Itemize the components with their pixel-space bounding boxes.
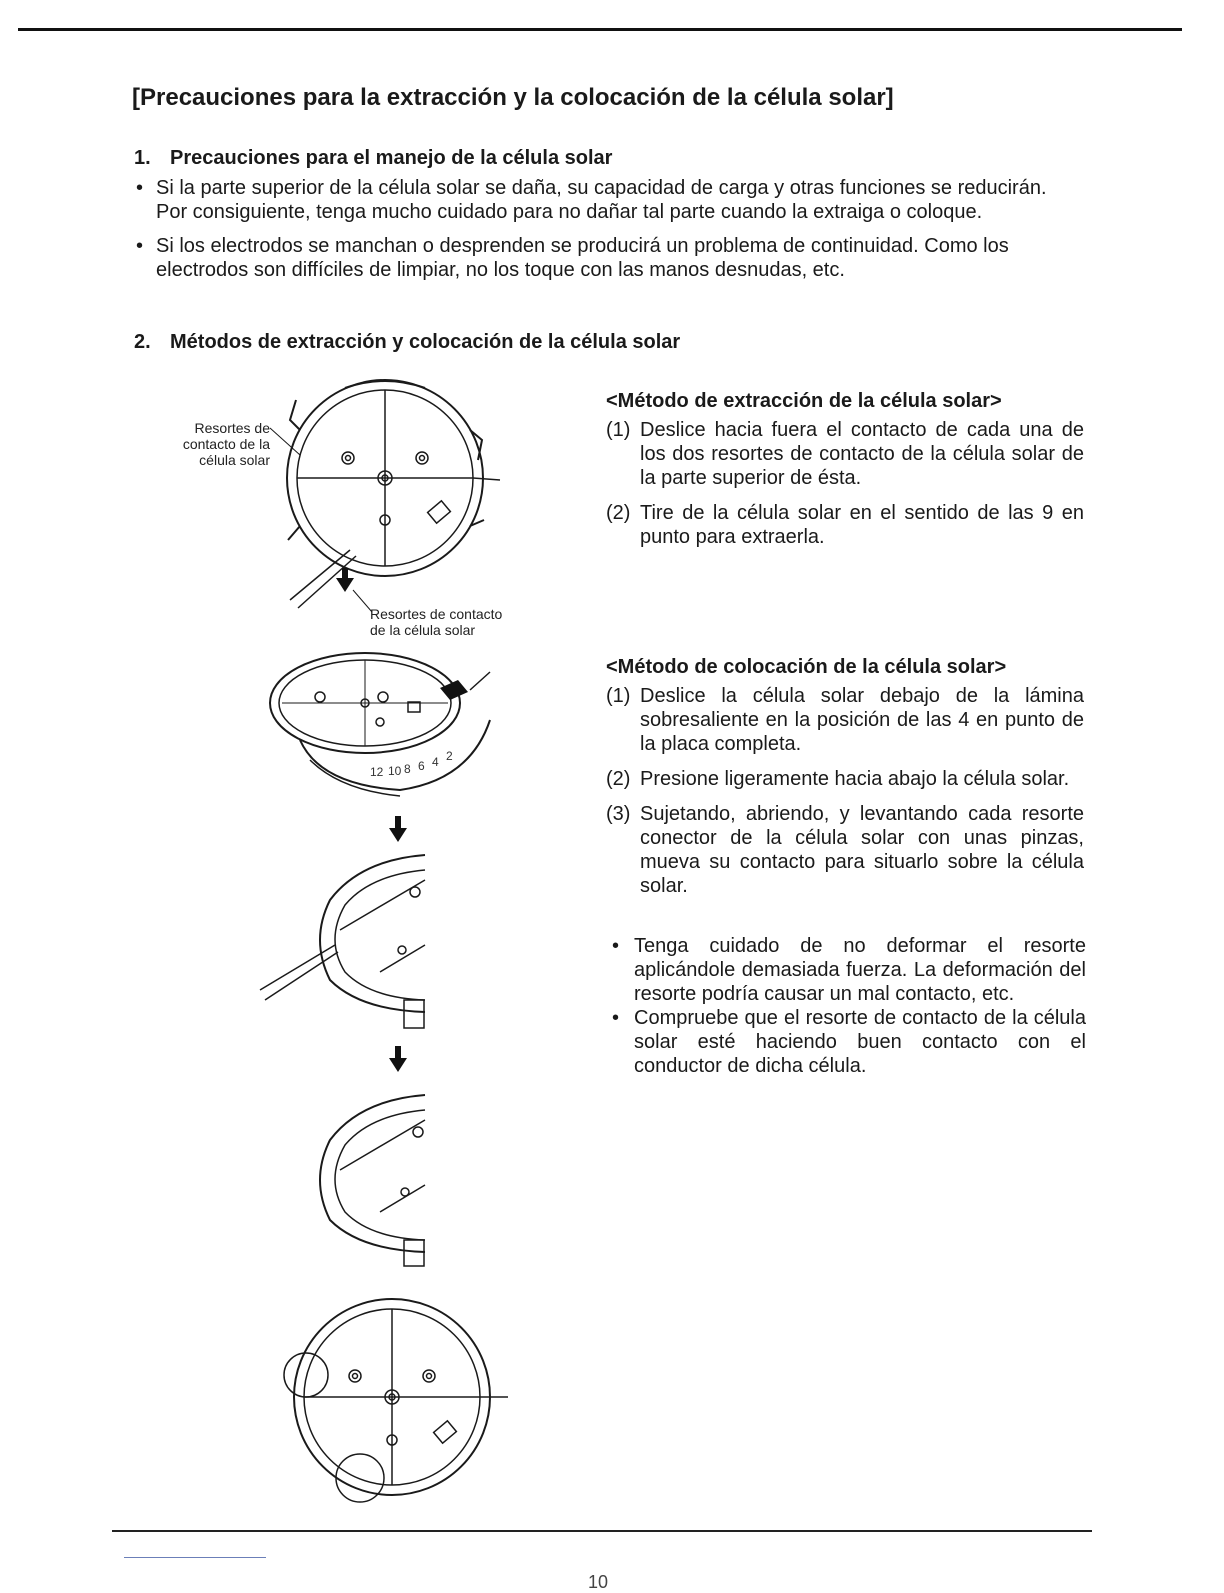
section-1-number: 1.: [134, 147, 151, 169]
bullet-text: Por consiguiente, tenga mucho cuidado para no dañar tal parte cuando la extraiga o coloque.: [156, 201, 983, 223]
dial-number: 2: [446, 749, 453, 763]
placement-heading: <Método de colocación de la célula solar>: [606, 656, 1007, 678]
figure-label-bottom: Resortes de contacto de la célula solar: [370, 606, 503, 638]
removal-heading: <Método de extracción de la célula solar>: [606, 390, 1002, 412]
section-2-number: 2.: [134, 331, 151, 353]
dial-number: 12: [370, 765, 384, 779]
step-text: Deslice hacia fuera el contacto de cada una de los dos resortes de contacto de la célula solar de la parte superior de ésta.: [640, 419, 1084, 489]
step-text: Sujetando, abriendo, y levantando cada resorte conector de la célula solar con unas pinzas, mueva su contacto para situarlo sobre la célula solar.: [640, 803, 1084, 897]
step-number: (1): [606, 419, 631, 441]
note-item: • Tenga cuidado de no deformar el resorte aplicándole demasiada fuerza. La deformación del resorte podría causar un mal contacto, etc.: [612, 934, 1086, 1006]
step-text: Tire de la célula solar en el sentido de las 9 en punto para extraerla.: [640, 502, 1084, 548]
step-number: (2): [606, 768, 631, 790]
dial-number: 8: [404, 762, 411, 776]
step-text: Deslice la célula solar debajo de la lámina sobresaliente en la posición de las 4 en punto de la placa completa.: [640, 685, 1084, 755]
page-title: [Precauciones para la extracción y la colocación de la célula solar]: [132, 84, 894, 111]
bottom-rule: [112, 1530, 1092, 1532]
figure-label-left: Resortes de contacto de la célula solar: [182, 420, 270, 468]
step-text: Presione ligeramente hacia abajo la célula solar.: [640, 768, 1070, 790]
bullet-text: • Si los electrodos se manchan o desprenden se producirá un problema de continuidad. Como los electrodos son diffíciles de limpiar, no los toque con las manos desnudas, etc.: [156, 235, 1009, 281]
dial-number: 6: [418, 759, 425, 773]
dial-number: 10: [388, 764, 402, 778]
page-number: 10: [588, 1572, 609, 1592]
step-number: (1): [606, 685, 631, 707]
footer-blue-line: [124, 1557, 266, 1558]
dial-number: 4: [432, 755, 439, 769]
step-number: (2): [606, 502, 631, 524]
step-number: (3): [606, 803, 631, 825]
section-2-title: Métodos de extracción y colocación de la célula solar: [170, 331, 681, 353]
bullet-text: • Si la parte superior de la célula solar se daña, su capacidad de carga y otras funciones se reducirán.: [156, 177, 1047, 199]
section-1-title: Precauciones para el manejo de la célula solar: [170, 147, 613, 169]
note-item: • Compruebe que el resorte de contacto de la célula solar esté haciendo buen contacto con el conductor de dicha célula.: [612, 1006, 1086, 1078]
